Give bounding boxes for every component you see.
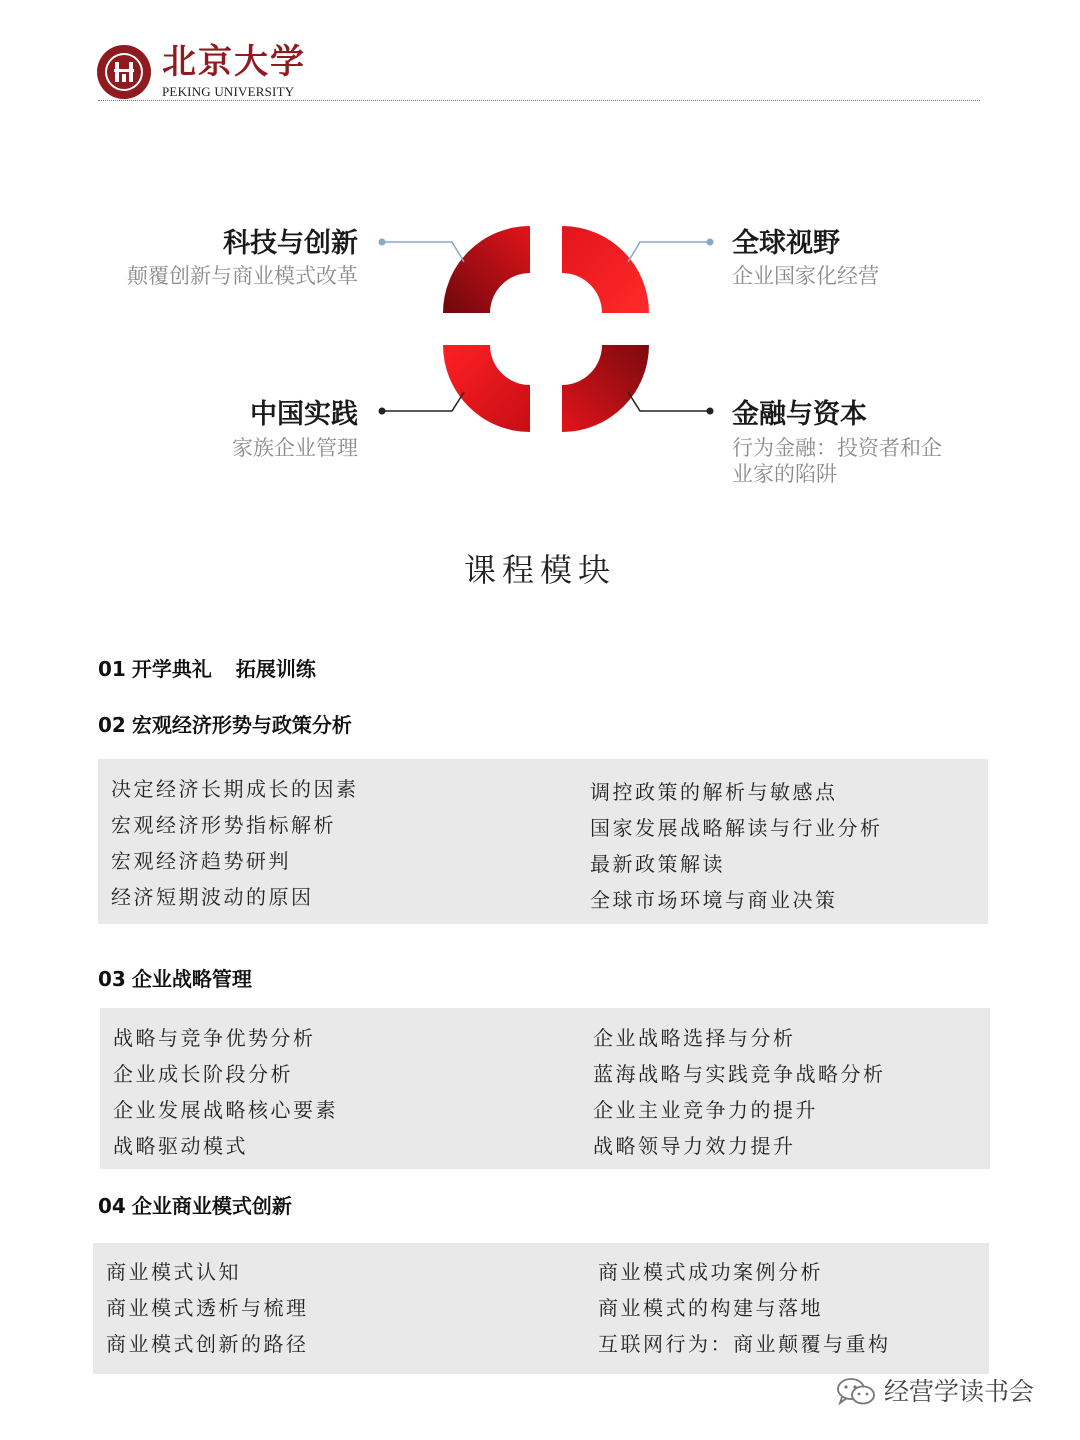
ring-segment-top-right	[562, 226, 649, 313]
module-number: 01	[98, 657, 126, 681]
topic-item: 经济短期波动的原因	[111, 885, 314, 909]
topic-item: 企业发展战略核心要素	[113, 1098, 338, 1122]
module-title-text: 企业商业模式创新	[131, 1194, 292, 1218]
module-02-right-topics	[590, 774, 883, 918]
topic-item: 商业模式创新的路径	[106, 1332, 309, 1356]
module-number: 03	[98, 967, 126, 991]
topic-item: 商业模式成功案例分析	[598, 1260, 823, 1284]
section-heading: 课程模块	[463, 551, 616, 589]
topic-item: 互联网行为：商业颠覆与重构	[598, 1332, 891, 1356]
topic-item: 战略与竞争优势分析	[113, 1026, 316, 1050]
connector-bottom-right	[628, 392, 710, 411]
topic-item: 全球市场环境与商业决策	[590, 888, 838, 912]
topic-item: 宏观经济趋势研判	[111, 849, 291, 873]
topic-item: 宏观经济形势指标解析	[111, 813, 336, 837]
topic-item: 最新政策解读	[590, 852, 725, 876]
ring-segment-bottom-left	[443, 345, 530, 432]
topic-item: 战略驱动模式	[113, 1134, 248, 1158]
module-number: 02	[98, 713, 126, 737]
topic-item: 商业模式透析与梳理	[106, 1296, 309, 1320]
connector-top-right	[628, 242, 710, 262]
module-title-text-2: 拓展训练	[235, 657, 316, 681]
module-03-left-topics	[113, 1020, 338, 1164]
connector-bottom-left	[382, 392, 464, 411]
connector-dot-top-right	[707, 239, 714, 246]
module-title-text: 宏观经济形势与政策分析	[131, 713, 352, 737]
pillar-title-finance: 金融与资本	[732, 399, 867, 430]
module-01-title	[98, 655, 316, 683]
module-03-right-topics	[593, 1020, 886, 1164]
module-04-right-topics	[598, 1254, 891, 1362]
pillar-subtitle-global: 企业国家化经营	[732, 264, 879, 288]
module-title-text: 开学典礼	[131, 657, 212, 681]
pillar-subtitle-tech: 颠覆创新与商业模式改革	[127, 264, 358, 288]
university-name-en: PEKING UNIVERSITY	[162, 84, 295, 99]
connector-dot-top-left	[379, 239, 386, 246]
topic-item: 企业战略选择与分析	[593, 1026, 796, 1050]
header-divider	[98, 100, 980, 101]
module-02-left-topics	[111, 771, 359, 915]
pillar-subtitle-finance: 行为金融：投资者和企业家的陷阱	[732, 436, 942, 486]
ring-segment-bottom-right	[562, 345, 649, 432]
pillars-diagram	[0, 200, 1080, 500]
topic-item: 企业成长阶段分析	[113, 1062, 293, 1086]
connector-dot-bottom-right	[707, 408, 714, 415]
pillar-title-china: 中国实践	[250, 399, 358, 430]
topic-item: 决定经济长期成长的因素	[111, 777, 359, 801]
module-04-left-topics	[106, 1254, 309, 1362]
module-title-text: 企业战略管理	[131, 967, 252, 991]
topic-item: 战略领导力效力提升	[593, 1134, 796, 1158]
topic-item: 商业模式的构建与落地	[598, 1296, 823, 1320]
watermark-text: 经营学读书会	[884, 1377, 1035, 1406]
wechat-watermark	[836, 1374, 1034, 1410]
ring-segment-top-left	[443, 226, 530, 313]
topic-item: 调控政策的解析与敏感点	[590, 780, 838, 804]
pillar-title-global: 全球视野	[732, 228, 840, 259]
topic-item: 蓝海战略与实践竞争战略分析	[593, 1062, 886, 1086]
topic-item: 商业模式认知	[106, 1260, 241, 1284]
module-03-title	[98, 965, 252, 993]
pillar-subtitle-china: 家族企业管理	[232, 436, 358, 460]
topic-item: 国家发展战略解读与行业分析	[590, 816, 883, 840]
connector-top-left	[382, 242, 464, 262]
connector-dot-bottom-left	[379, 408, 386, 415]
topic-item: 企业主业竞争力的提升	[593, 1098, 818, 1122]
university-name-cn: 北京大学	[162, 42, 306, 82]
module-04-title	[98, 1192, 292, 1220]
peking-university-seal-logo	[96, 44, 152, 100]
module-02-title	[98, 711, 352, 739]
wechat-icon	[836, 1377, 876, 1407]
module-number: 04	[98, 1194, 126, 1218]
pillar-title-tech: 科技与创新	[223, 228, 358, 259]
